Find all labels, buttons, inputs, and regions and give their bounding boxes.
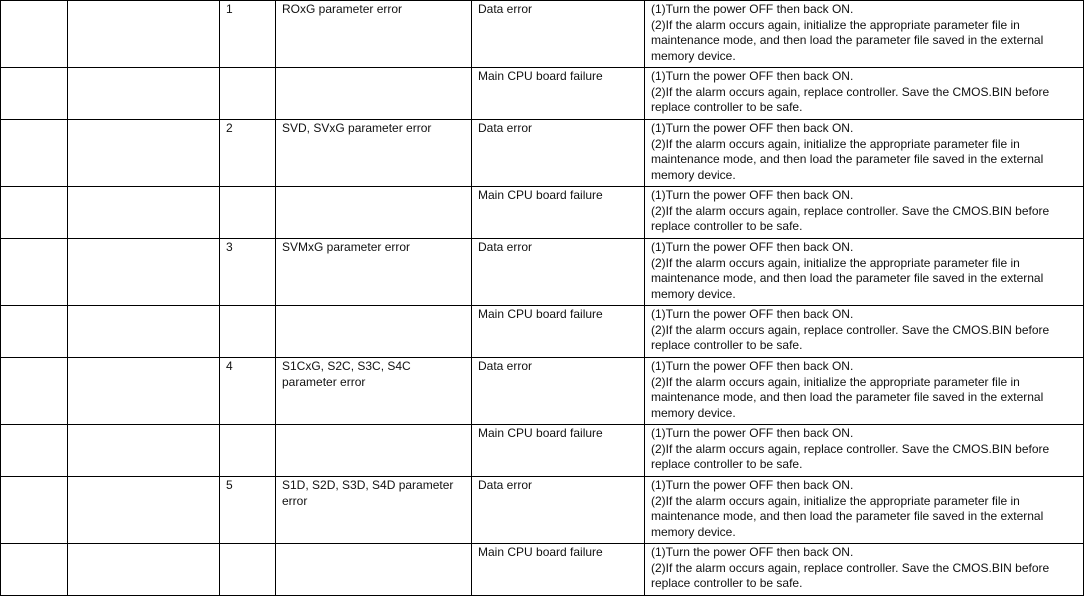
blank-cell bbox=[1, 477, 68, 544]
remedy: (1)Turn the power OFF then back ON. (2)If the alarm occurs again, initialize the appropriate parameter file in maintenance mode, and then load the parameter file saved in the external memory device. bbox=[645, 239, 1084, 306]
cause: Data error bbox=[472, 239, 645, 306]
remedy: (1)Turn the power OFF then back ON. (2)If the alarm occurs again, initialize the appropriate parameter file in maintenance mode, and then load the parameter file saved in the external memory device. bbox=[645, 120, 1084, 187]
item-number: 1 bbox=[220, 1, 276, 68]
blank-cell bbox=[1, 120, 68, 187]
blank-cell bbox=[1, 544, 68, 596]
table-row bbox=[1, 425, 1084, 477]
item-number: 2 bbox=[220, 120, 276, 187]
blank-cell bbox=[68, 358, 220, 425]
item-name bbox=[276, 306, 472, 358]
table-row bbox=[1, 1, 1084, 68]
blank-cell bbox=[68, 425, 220, 477]
cause: Data error bbox=[472, 477, 645, 544]
cause: Main CPU board failure bbox=[472, 68, 645, 120]
item-name bbox=[276, 544, 472, 596]
cause: Main CPU board failure bbox=[472, 187, 645, 239]
cause: Main CPU board failure bbox=[472, 544, 645, 596]
table-row bbox=[1, 239, 1084, 306]
blank-cell bbox=[68, 306, 220, 358]
blank-cell bbox=[1, 239, 68, 306]
table-row bbox=[1, 306, 1084, 358]
cause: Data error bbox=[472, 120, 645, 187]
item-name: S1D, S2D, S3D, S4D parameter error bbox=[276, 477, 472, 544]
blank-cell bbox=[68, 544, 220, 596]
item-name: SVD, SVxG parameter error bbox=[276, 120, 472, 187]
item-name bbox=[276, 187, 472, 239]
cause: Data error bbox=[472, 1, 645, 68]
remedy: (1)Turn the power OFF then back ON. (2)If the alarm occurs again, replace controller. Save the CMOS.BIN before replace controller to be safe. bbox=[645, 544, 1084, 596]
blank-cell bbox=[68, 477, 220, 544]
remedy: (1)Turn the power OFF then back ON. (2)If the alarm occurs again, replace controller. Save the CMOS.BIN before replace controller to be safe. bbox=[645, 306, 1084, 358]
cause: Main CPU board failure bbox=[472, 425, 645, 477]
blank-cell bbox=[1, 1, 68, 68]
remedy: (1)Turn the power OFF then back ON. (2)If the alarm occurs again, replace controller. Save the CMOS.BIN before replace controller to be safe. bbox=[645, 68, 1084, 120]
item-name: SVMxG parameter error bbox=[276, 239, 472, 306]
blank-cell bbox=[1, 187, 68, 239]
cause: Main CPU board failure bbox=[472, 306, 645, 358]
blank-cell bbox=[68, 68, 220, 120]
table-row bbox=[1, 68, 1084, 120]
table-row bbox=[1, 358, 1084, 425]
blank-cell bbox=[1, 68, 68, 120]
item-number bbox=[220, 68, 276, 120]
item-number bbox=[220, 187, 276, 239]
remedy: (1)Turn the power OFF then back ON. (2)If the alarm occurs again, initialize the appropriate parameter file in maintenance mode, and then load the parameter file saved in the external memory device. bbox=[645, 1, 1084, 68]
remedy: (1)Turn the power OFF then back ON. (2)If the alarm occurs again, initialize the appropriate parameter file in maintenance mode, and then load the parameter file saved in the external memory device. bbox=[645, 477, 1084, 544]
table-row bbox=[1, 544, 1084, 596]
blank-cell bbox=[68, 239, 220, 306]
item-name: S1CxG, S2C, S3C, S4C parameter error bbox=[276, 358, 472, 425]
item-number: 3 bbox=[220, 239, 276, 306]
blank-cell bbox=[1, 425, 68, 477]
item-number bbox=[220, 544, 276, 596]
item-number bbox=[220, 306, 276, 358]
item-number: 5 bbox=[220, 477, 276, 544]
remedy: (1)Turn the power OFF then back ON. (2)If the alarm occurs again, replace controller. Save the CMOS.BIN before replace controller to be safe. bbox=[645, 187, 1084, 239]
blank-cell bbox=[68, 187, 220, 239]
remedy: (1)Turn the power OFF then back ON. (2)If the alarm occurs again, replace controller. Save the CMOS.BIN before replace controller to be safe. bbox=[645, 425, 1084, 477]
blank-cell bbox=[68, 120, 220, 187]
item-name bbox=[276, 425, 472, 477]
item-number: 4 bbox=[220, 358, 276, 425]
blank-cell bbox=[1, 358, 68, 425]
table-row bbox=[1, 120, 1084, 187]
item-name: ROxG parameter error bbox=[276, 1, 472, 68]
remedy: (1)Turn the power OFF then back ON. (2)If the alarm occurs again, initialize the appropriate parameter file in maintenance mode, and then load the parameter file saved in the external memory device. bbox=[645, 358, 1084, 425]
cause: Data error bbox=[472, 358, 645, 425]
blank-cell bbox=[1, 306, 68, 358]
item-name bbox=[276, 68, 472, 120]
table-row bbox=[1, 477, 1084, 544]
blank-cell bbox=[68, 1, 220, 68]
item-number bbox=[220, 425, 276, 477]
table-row bbox=[1, 187, 1084, 239]
